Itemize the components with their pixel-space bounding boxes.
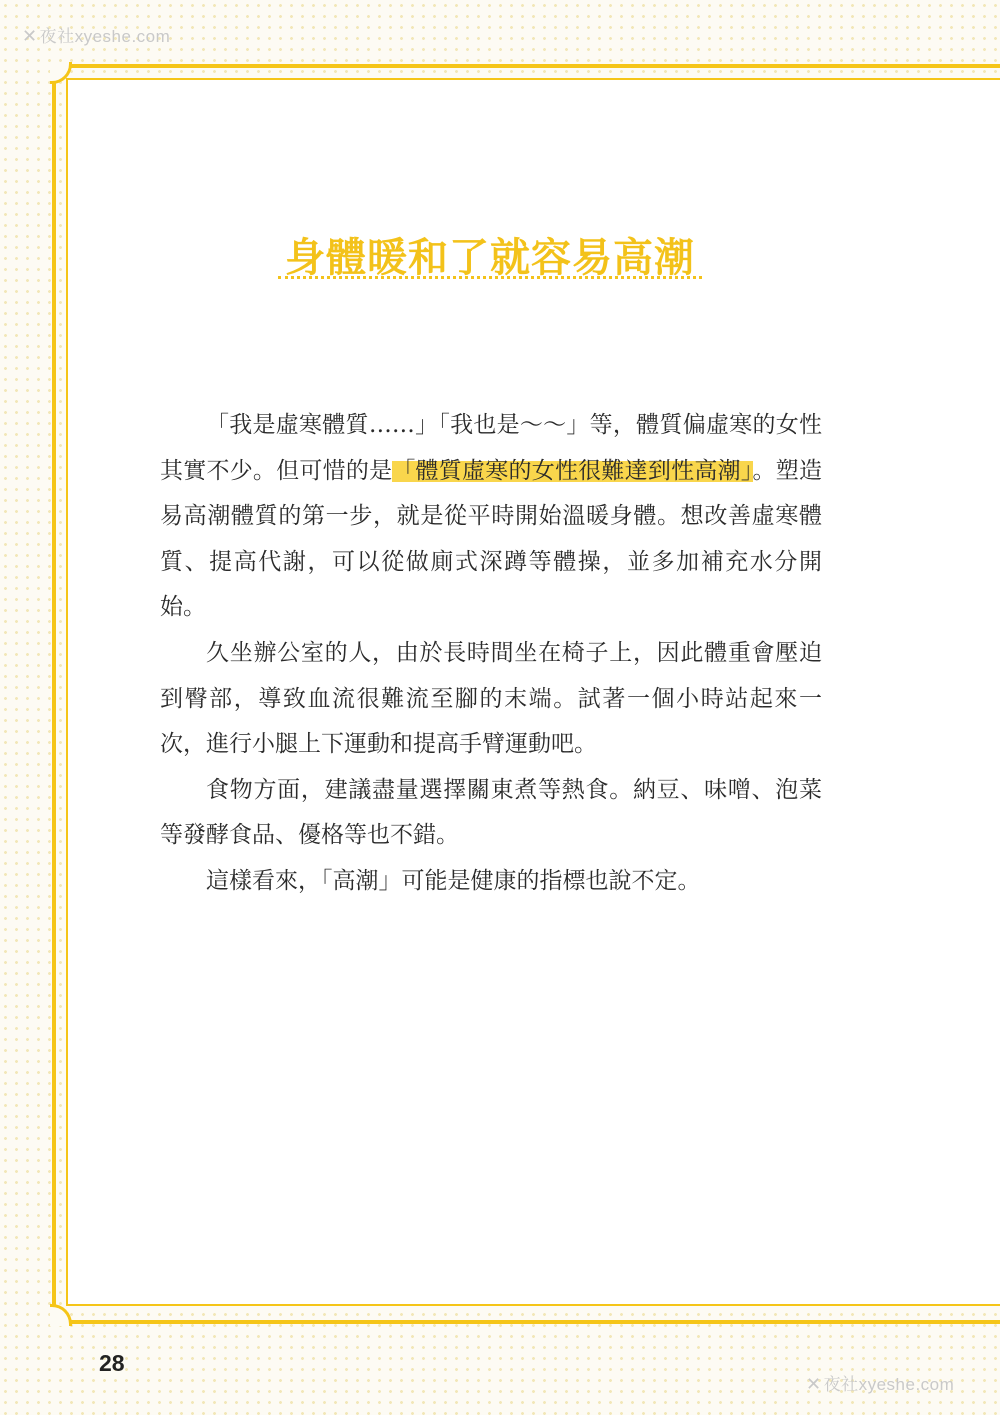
watermark-top <box>22 22 170 47</box>
title-underline <box>278 276 702 279</box>
paragraph-2: 久坐辦公室的人，由於長時間坐在椅子上，因此體重會壓迫到臀部，導致血流很難流至腳的末端。試著一個小時站起來一次，進行小腿上下運動和提高手臂運動吧。 <box>160 639 822 758</box>
paragraph-1 <box>160 403 822 631</box>
paragraph-3: 食物方面，建議盡量選擇關東煮等熱食。納豆、味噌、泡菜等發酵食品、優格等也不錯。 <box>160 776 822 849</box>
page-number: 28 <box>99 1350 125 1376</box>
watermark-bottom-text: 夜社xyeshe.com <box>823 1375 955 1394</box>
paragraph-1-before: 「我是虛寒體質……」「我也是〜〜」等，體質偏虛寒的女性其實不少。但可惜的是 <box>160 412 822 484</box>
article-body <box>160 403 822 905</box>
highlighted-phrase: 「體質虛寒的女性很難達到性高潮」 <box>392 457 753 484</box>
x-logo-icon: ✕ <box>806 1374 822 1394</box>
page-title: 身體暖和了就容易高潮 <box>285 235 695 281</box>
watermark-top-text: 夜社xyeshe.com <box>39 27 171 46</box>
paragraph-4: 這樣看來，「高潮」可能是健康的指標也說不定。 <box>206 867 701 894</box>
x-logo-icon: ✕ <box>22 26 38 46</box>
paragraph-1-after: 。塑造易高潮體質的第一步，就是從平時開始溫暖身體。想改善虛寒體質、提高代謝，可以從做廁式深蹲等體操，並多加補充水分開始。 <box>160 457 823 621</box>
watermark-bottom <box>806 1370 954 1395</box>
